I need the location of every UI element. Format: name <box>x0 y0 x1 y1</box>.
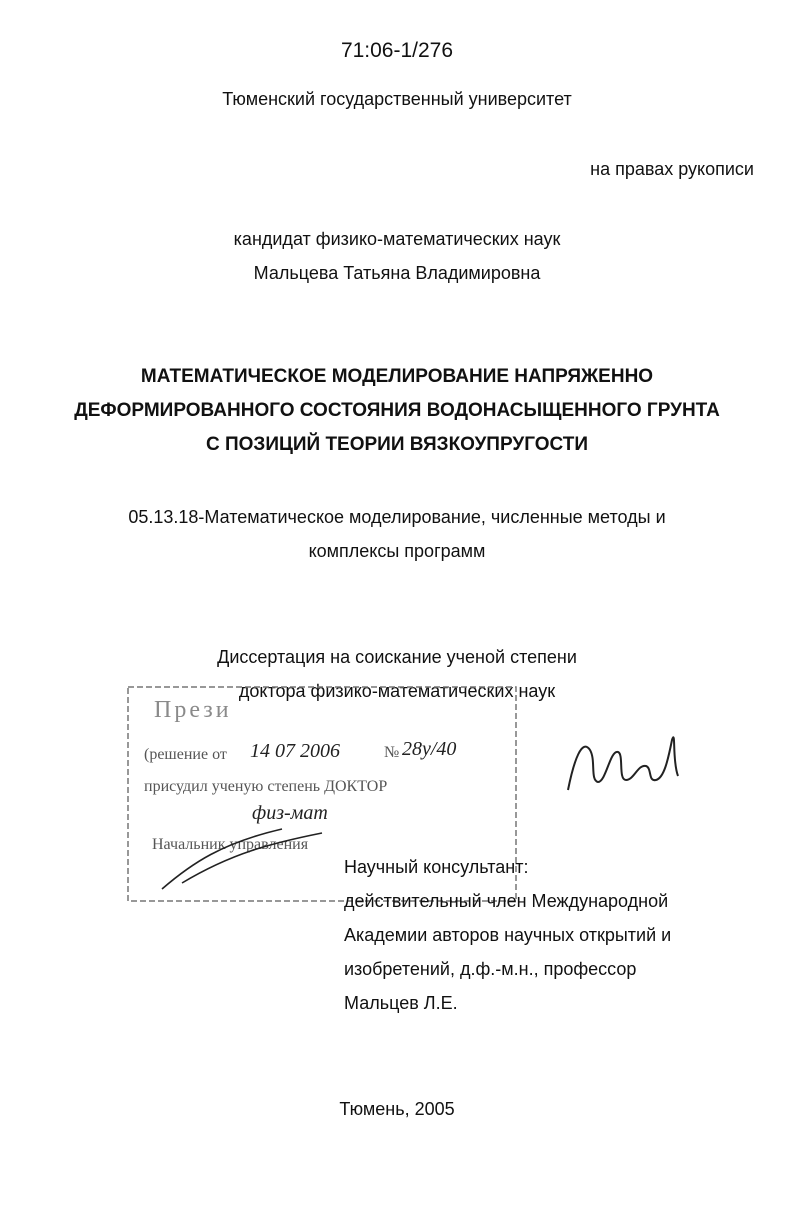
stamp-line-5: Начальник управления <box>152 836 309 853</box>
dissertation-line-1: Диссертация на соискание ученой степени <box>217 647 577 667</box>
stamp-line-3: присудил ученую степень ДОКТОР <box>144 778 388 795</box>
dissertation-line-2: доктора физико-математических наук <box>238 681 556 701</box>
signature-stroke <box>568 737 678 790</box>
specialty-line-1: 05.13.18-Математическое моделирование, численные методы и <box>128 507 666 527</box>
title-line-2: ДЕФОРМИРОВАННОГО СОСТОЯНИЯ ВОДОНАСЫЩЕННОГО ГРУНТА <box>74 400 720 421</box>
stamp-handwritten-date: 14 07 2006 <box>250 740 340 762</box>
handwritten-signature <box>560 720 690 810</box>
title-line-3: С ПОЗИЦИЙ ТЕОРИИ ВЯЗКОУПРУГОСТИ <box>205 434 589 455</box>
university-name: Тюменский государственный университет <box>222 89 572 109</box>
consultant-line-3: изобретений, д.ф.-м.н., профессор <box>344 959 637 979</box>
document-code: 71:06-1/276 <box>340 39 454 62</box>
author-name: Мальцева Татьяна Владимировна <box>253 263 541 283</box>
manuscript-rights: на правах рукописи <box>590 159 754 179</box>
stamp-number-mark: № <box>384 744 400 761</box>
consultant-line-2: Академии авторов научных открытий и <box>344 925 672 945</box>
stamp-handwritten-number: 28у/40 <box>402 738 457 760</box>
city-year: Тюмень, 2005 <box>339 1099 455 1119</box>
consultant-line-1: действительный член Международной <box>344 891 669 911</box>
author-degree: кандидат физико-математических наук <box>233 229 561 249</box>
consultant-name: Мальцев Л.Е. <box>344 993 458 1013</box>
stamp-handwritten-field: физ-мат <box>252 802 328 824</box>
signature-text: Маш <box>560 720 563 721</box>
consultant-label: Научный консультант: <box>344 857 529 877</box>
stamp-line-1: Прези <box>154 697 232 723</box>
specialty-line-2: комплексы программ <box>308 541 486 561</box>
title-line-1: МАТЕМАТИЧЕСКОЕ МОДЕЛИРОВАНИЕ НАПРЯЖЕННО <box>140 366 654 387</box>
stamp-line-2-prefix: (решение от <box>144 746 227 763</box>
